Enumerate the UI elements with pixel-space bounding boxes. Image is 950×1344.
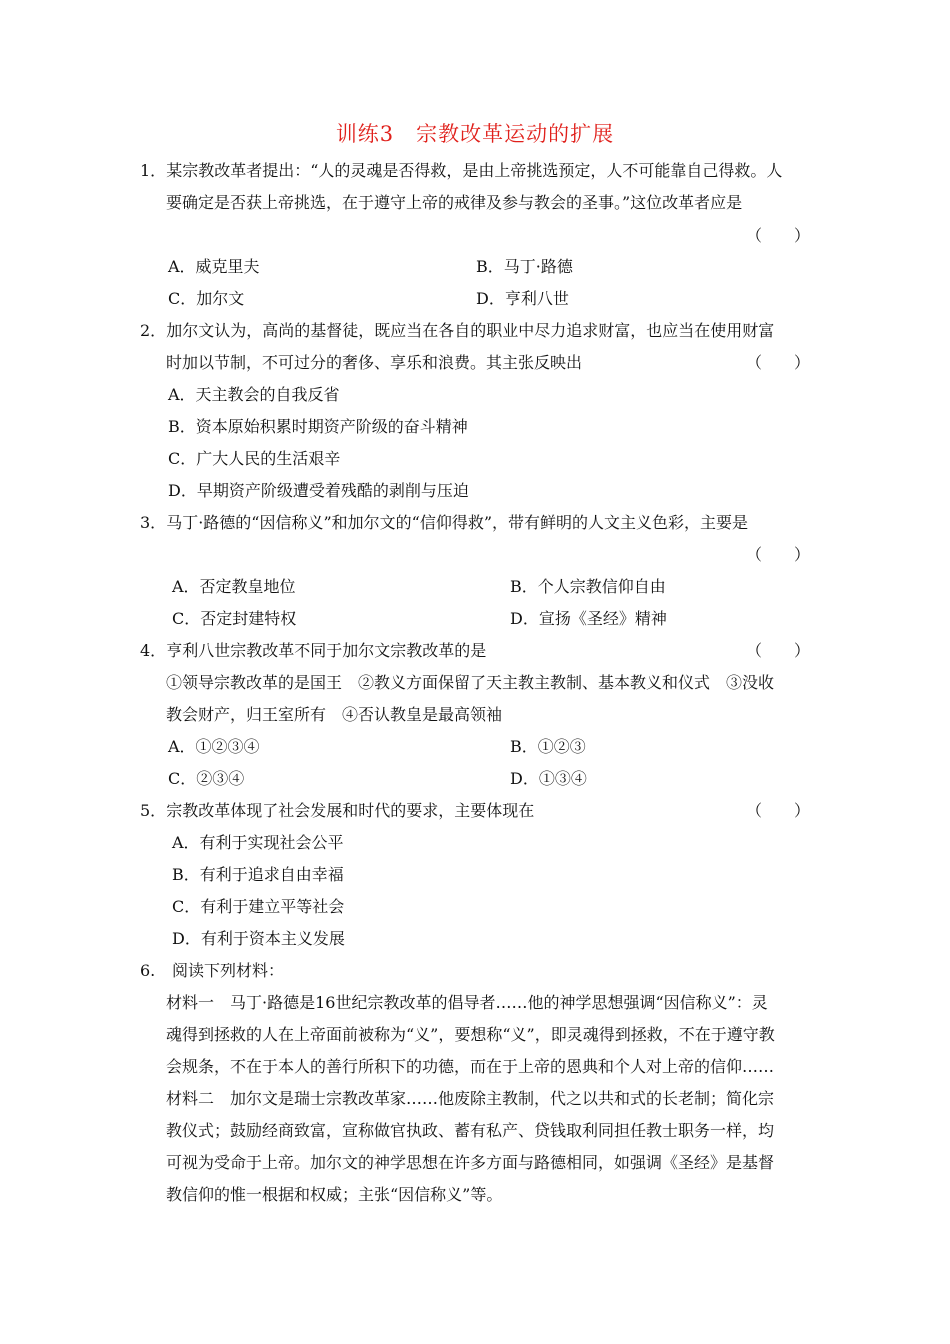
answer-blank: （ ） xyxy=(746,353,811,372)
option-a: A．威克里夫 xyxy=(168,257,260,276)
option-a: A．否定教皇地位 xyxy=(172,577,296,596)
option-d: D．宣扬《圣经》精神 xyxy=(510,609,667,628)
option-d: D．①③④ xyxy=(510,769,587,788)
answer-blank: （ ） xyxy=(746,801,811,820)
question-text: 宗教改革体现了社会发展和时代的要求，主要体现在 xyxy=(166,801,535,820)
material-2-text: 教仪式；鼓励经商致富，宣称做官执政、蓄有私产、贷钱取利同担任教士职务一样，均 xyxy=(166,1121,775,1140)
material-2-text: 可视为受命于上帝。加尔文的神学思想在许多方面与路德相同，如强调《圣经》是基督 xyxy=(166,1153,775,1172)
option-d: D．早期资产阶级遭受着残酷的剥削与压迫 xyxy=(168,481,469,500)
question-1 xyxy=(140,160,782,182)
question-number: 4． xyxy=(140,641,167,660)
answer-blank: （ ） xyxy=(746,545,811,564)
option-b: B．个人宗教信仰自由 xyxy=(510,577,666,596)
option-b: B．资本原始积累时期资产阶级的奋斗精神 xyxy=(168,417,468,436)
material-1-text: 材料一 马丁·路德是16世纪宗教改革的倡导者……他的神学思想强调“因信称义”：灵 xyxy=(166,993,768,1012)
option-a: A．①②③④ xyxy=(168,737,260,756)
question-text: 亨利八世宗教改革不同于加尔文宗教改革的是 xyxy=(166,641,487,660)
material-1-text: 会规条，不在于本人的善行所积下的功德，而在于上帝的恩典和个人对上帝的信仰…… xyxy=(166,1057,775,1076)
question-text: 马丁·路德的“因信称义”和加尔文的“信仰得救”，带有鲜明的人文主义色彩，主要是 xyxy=(166,513,748,532)
option-b: B．有利于追求自由幸福 xyxy=(172,865,344,884)
option-c: C．②③④ xyxy=(168,769,245,788)
question-number: 1． xyxy=(140,161,167,180)
question-6 xyxy=(140,960,284,982)
question-2 xyxy=(140,320,774,342)
question-text: 某宗教改革者提出：“人的灵魂是否得救，是由上帝挑选预定，人不可能靠自己得救。人 xyxy=(166,161,783,180)
question-number: 5． xyxy=(140,801,167,820)
question-5 xyxy=(140,800,534,822)
material-2-text: 教信仰的惟一根据和权威；主张“因信称义”等。 xyxy=(166,1185,503,1204)
option-a: A．有利于实现社会公平 xyxy=(172,833,344,852)
question-number: 6. xyxy=(140,961,156,980)
question-text: 时加以节制，不可过分的奢侈、享乐和浪费。其主张反映出 xyxy=(166,353,583,372)
question-text: 加尔文认为，高尚的基督徒，既应当在各自的职业中尽力追求财富，也应当在使用财富 xyxy=(166,321,775,340)
question-statements: ①领导宗教改革的是国王 ②教义方面保留了天主教主教制、基本教义和仪式 ③没收 xyxy=(166,673,775,692)
option-d: D．亨利八世 xyxy=(476,289,569,308)
question-text: 阅读下列材料： xyxy=(172,961,285,980)
option-b: B．马丁·路德 xyxy=(476,257,573,276)
material-1-text: 魂得到拯救的人在上帝面前被称为“义”，要想称“义”，即灵魂得到拯救，不在于遵守教 xyxy=(166,1025,775,1044)
material-2-text: 材料二 加尔文是瑞士宗教改革家……他废除主教制，代之以共和式的长老制；简化宗 xyxy=(166,1089,775,1108)
option-c: C．广大人民的生活艰辛 xyxy=(168,449,341,468)
question-text: 要确定是否获上帝挑选，在于遵守上帝的戒律及参与教会的圣事。”这位改革者应是 xyxy=(166,193,743,212)
option-c: C．有利于建立平等社会 xyxy=(172,897,345,916)
option-c: C．否定封建特权 xyxy=(172,609,297,628)
question-number: 3． xyxy=(140,513,167,532)
answer-blank: （ ） xyxy=(746,226,811,245)
option-a: A．天主教会的自我反省 xyxy=(168,385,340,404)
answer-blank: （ ） xyxy=(746,641,811,660)
question-number: 2． xyxy=(140,321,167,340)
option-c: C．加尔文 xyxy=(168,289,245,308)
question-4 xyxy=(140,640,486,662)
question-3 xyxy=(140,512,748,534)
question-statements: 教会财产，归王室所有 ④否认教皇是最高领袖 xyxy=(166,705,503,724)
page-title: 训练3 宗教改革运动的扩展 xyxy=(335,122,615,146)
option-b: B．①②③ xyxy=(510,737,586,756)
option-d: D．有利于资本主义发展 xyxy=(172,929,345,948)
